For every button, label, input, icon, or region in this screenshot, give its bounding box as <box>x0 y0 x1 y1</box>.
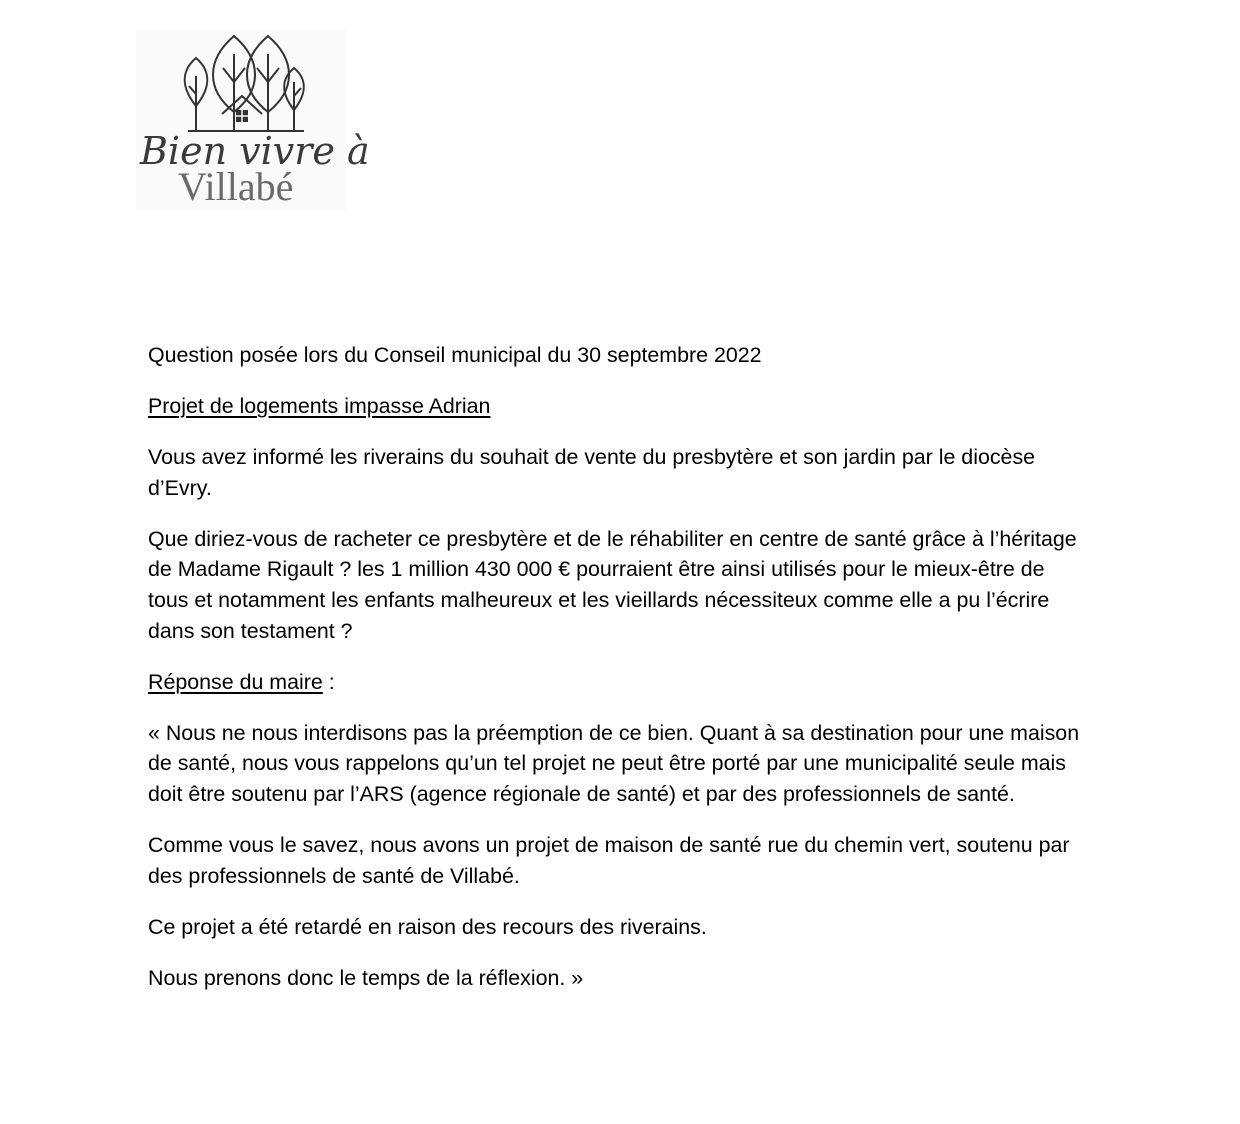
logo-town-name: Villabé <box>178 164 294 209</box>
document-body <box>148 340 1088 1014</box>
topic-title <box>148 391 1088 422</box>
answer-paragraph-4: Nous prenons donc le temps de la réflexion. » <box>148 965 584 990</box>
answer-label-suffix: : <box>322 669 335 694</box>
topic-title-text: Projet de logements impasse Adrian <box>148 394 491 419</box>
tree-house-logo-icon <box>136 30 370 210</box>
answer-paragraph-1: « Nous ne nous interdisons pas la préemption de ce bien. Quant à sa destination pour une maison de santé, nous vous rappelons qu’un tel projet ne peut être porté par une municipalité seule mais doit être soutenu par l’ARS (agence régionale de santé) et par des professionnels de santé. <box>148 720 1080 807</box>
answer-heading <box>148 667 1088 698</box>
logo-script-line: Bien vivre à <box>140 129 370 173</box>
question-intro: Question posée lors du Conseil municipal du 30 septembre 2022 <box>148 343 762 367</box>
question-paragraph-1: Vous avez informé les riverains du souhait de vente du presbytère et son jardin par le diocèse d’Evry. <box>148 445 1036 500</box>
answer-paragraph-3: Ce projet a été retardé en raison des recours des riverains. <box>148 914 707 939</box>
answer-label: Réponse du maire <box>148 669 323 694</box>
association-logo <box>136 30 370 210</box>
answer-paragraph-2: Comme vous le savez, nous avons un projet de maison de santé rue du chemin vert, soutenu par des professionnels de santé de Villabé. <box>148 833 1070 888</box>
question-paragraph-2: Que diriez-vous de racheter ce presbytère et de le réhabiliter en centre de santé grâce à l’héritage de Madame Rigault ? les 1 million 430 000 € pourraient être ainsi utilisés pour le mieux-être de tous et notamment les enfants malheureux et les vieillards nécessiteux comme elle a pu l’écrire dans son testament ? <box>148 526 1077 643</box>
